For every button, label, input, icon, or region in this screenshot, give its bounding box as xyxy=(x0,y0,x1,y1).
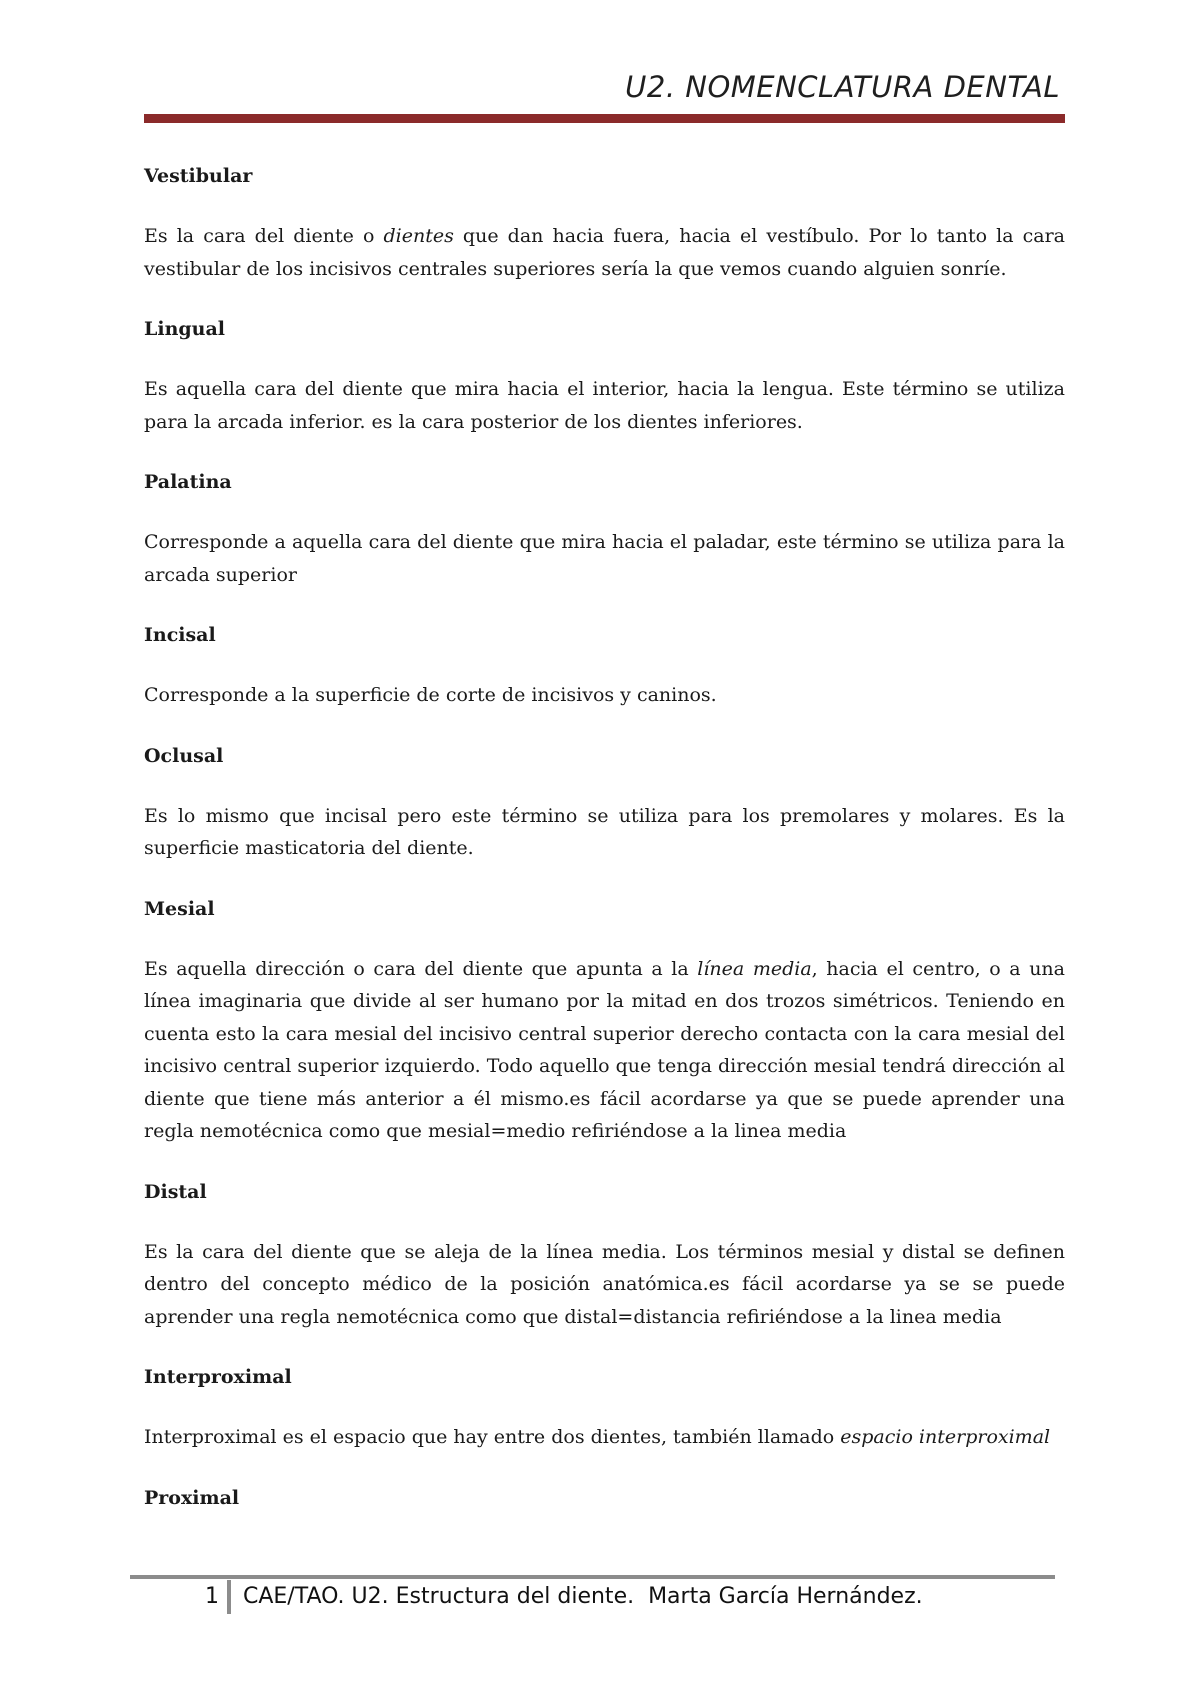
document-body xyxy=(144,160,1065,1542)
footer-text: CAE/TAO. U2. Estructura del diente. Marta García Hernández. xyxy=(243,1584,923,1609)
section-heading: Vestibular xyxy=(144,165,253,187)
header-title: U2. NOMENCLATURA DENTAL xyxy=(625,70,1060,104)
section-heading: Mesial xyxy=(144,897,215,920)
footer-separator xyxy=(227,1580,231,1614)
section-heading: Proximal xyxy=(144,1486,240,1509)
section-paragraph xyxy=(144,1421,1065,1454)
text-run: , hacia el centro, o a una línea imaginaria que divide al ser humano por la mitad en dos trozos simétricos. Teniendo en cuenta esto la cara mesial del incisivo central superior derecho contacta con la cara mesial del incisivo central superior izquierdo. Todo aquello que tenga dirección mesial tendrá dirección al diente que tiene más anterior a él mismo.es fácil acordarse ya que se puede aprender una regla nemotécnica como que mesial=medio refiriéndose a la linea media xyxy=(144,957,1066,1142)
section-heading: Lingual xyxy=(144,318,226,340)
section-paragraph xyxy=(144,220,1065,285)
section-heading: Palatina xyxy=(144,471,232,493)
text-run: Corresponde a la superficie de corte de incisivos y caninos. xyxy=(144,684,717,706)
text-run: que dan hacia fuera, hacia el vestíbulo. Por lo tanto la cara vestibular de los incisivos centrales superiores sería la que vemos cuando alguien sonríe. xyxy=(144,225,1065,280)
page-number: 1 xyxy=(205,1584,219,1609)
section-paragraph xyxy=(144,800,1065,865)
section-heading: Oclusal xyxy=(144,744,224,767)
text-run: Corresponde a aquella cara del diente que mira hacia el paladar, este término se utiliza para la arcada superior xyxy=(144,531,1065,586)
section-paragraph xyxy=(144,526,1065,591)
section-paragraph xyxy=(144,679,1065,712)
text-run: Es lo mismo que incisal pero este término se utiliza para los premolares y molares. Es la superficie masticatoria del diente. xyxy=(144,804,1065,859)
italic-text-run: línea media xyxy=(697,957,812,980)
section-paragraph xyxy=(144,373,1065,438)
section-heading: Interproximal xyxy=(144,1366,292,1388)
italic-text-run: dientes xyxy=(383,225,454,247)
section-heading: Incisal xyxy=(144,624,216,646)
section-paragraph xyxy=(144,1236,1065,1334)
text-run: Interproximal es el espacio que hay entre dos dientes, también llamado xyxy=(144,1426,841,1448)
section-heading: Distal xyxy=(144,1180,207,1203)
text-run: Es la cara del diente que se aleja de la línea media. Los términos mesial y distal se definen dentro del concepto médico de la posición anatómica.es fácil acordarse ya se se puede aprender una regla nemotécnica como que distal=distancia refiriéndose a la linea media xyxy=(144,1240,1065,1328)
header-rule xyxy=(144,114,1065,123)
section-paragraph xyxy=(144,953,1065,1148)
text-run: Es aquella dirección o cara del diente que apunta a la xyxy=(144,957,698,980)
page-footer xyxy=(0,1580,1200,1616)
text-run: Es aquella cara del diente que mira hacia el interior, hacia la lengua. Este término se utiliza para la arcada inferior. es la cara posterior de los dientes inferiores. xyxy=(144,378,1065,433)
text-run: Es la cara del diente o xyxy=(144,225,384,247)
italic-text-run: espacio interproximal xyxy=(840,1426,1051,1448)
footer-rule xyxy=(130,1575,1055,1579)
